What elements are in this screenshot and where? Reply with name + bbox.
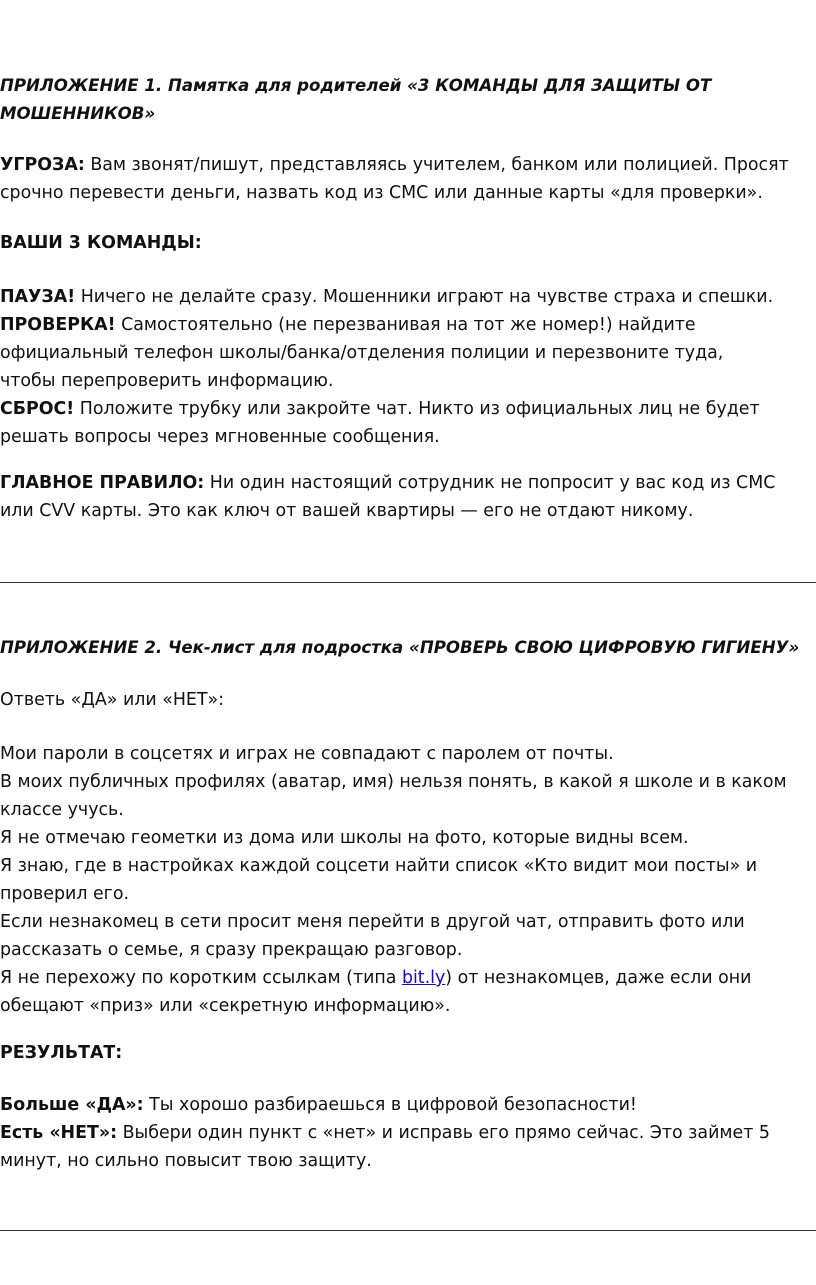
check-text-line1: Самостоятельно (не перезванивая на тот же номер!) найдите [115,315,696,335]
checklist-instruction: Ответь «ДА» или «НЕТ»: [0,690,225,710]
more-yes-label: Больше «ДА»: [0,1095,144,1115]
threat-text-line1: Вам звонят/пишут, представляясь учителем, банком или полицией. Просят [84,155,789,175]
checklist-item-6-line1 [0,964,816,992]
pause-text: Ничего не делайте сразу. Мошенники играют на чувстве страха и спешки. [75,287,774,307]
reset-label: СБРОС! [0,399,75,419]
checklist-item-4-line2: проверил его. [0,884,129,904]
threat-label: УГРОЗА: [0,155,85,175]
main-rule-text-line2: или CVV карты. Это как ключ от вашей квартиры — его не отдают никому. [0,501,694,521]
checklist-item-3: Я не отмечаю геометки из дома или школы на фото, которые видны всем. [0,828,689,848]
appendix2-title: ПРИЛОЖЕНИЕ 2. Чек-лист для подростка «ПРОВЕРЬ СВОЮ ЦИФРОВУЮ ГИГИЕНУ» [0,638,800,657]
main-rule-label: ГЛАВНОЕ ПРАВИЛО: [0,473,205,493]
bitly-link[interactable]: bit.ly [401,968,446,988]
appendix1-title [0,72,816,128]
reset-text-line2: решать вопросы через мгновенные сообщения. [0,427,440,447]
has-no-text-line1: Выбери один пункт с «нет» и исправь его прямо сейчас. Это займет 5 [117,1123,770,1143]
checklist-item-4-line1: Я знаю, где в настройках каждой соцсети найти список «Кто видит мои посты» и [0,856,758,876]
commands-heading: ВАШИ 3 КОМАНДЫ: [0,233,202,253]
appendix1-title-line2: МОШЕННИКОВ» [0,104,156,123]
checklist-items [0,740,816,1020]
commands-list [0,283,816,451]
main-rule-paragraph [0,469,816,525]
threat-text-line2: срочно перевести деньги, назвать код из СМС или данные карты «для проверки». [0,183,763,203]
checklist-item-5-line2: рассказать о семье, я сразу прекращаю разговор. [0,940,463,960]
main-rule-text-line1: Ни один настоящий сотрудник не попросит у вас код из СМС [204,473,776,493]
threat-paragraph [0,151,816,207]
section-divider-1 [0,582,816,583]
check-text-line3: чтобы перепроверить информацию. [0,371,334,391]
checklist-item-6-text-after: ) от незнакомцев, даже если они [445,968,752,988]
check-label: ПРОВЕРКА! [0,315,116,335]
has-no-text-line2: минут, но сильно повысит твою защиту. [0,1151,372,1171]
checklist-item-1: Мои пароли в соцсетях и играх не совпадают с паролем от почты. [0,744,614,764]
reset-text-line1: Положите трубку или закройте чат. Никто из официальных лиц не будет [74,399,760,419]
pause-label: ПАУЗА! [0,287,76,307]
checklist-item-6-line2: обещают «приз» или «секретную информацию». [0,996,451,1016]
has-no-label: Есть «НЕТ»: [0,1123,118,1143]
appendix1-title-line1: ПРИЛОЖЕНИЕ 1. Памятка для родителей «3 КОМАНДЫ ДЛЯ ЗАЩИТЫ ОТ [0,76,712,95]
more-yes-text: Ты хорошо разбираешься в цифровой безопасности! [143,1095,637,1115]
checklist-item-2-line1: В моих публичных профилях (аватар, имя) нельзя понять, в какой я школе и в каком [0,772,787,792]
section-divider-2 [0,1230,816,1231]
checklist-item-2-line2: классе учусь. [0,800,124,820]
checklist-item-6-text-before: Я не перехожу по коротким ссылкам (типа [0,968,402,988]
result-list [0,1091,816,1175]
check-text-line2: официальный телефон школы/банка/отделения полиции и перезвоните туда, [0,343,724,363]
result-heading: РЕЗУЛЬТАТ: [0,1043,123,1063]
checklist-item-5-line1: Если незнакомец в сети просит меня перейти в другой чат, отправить фото или [0,912,745,932]
